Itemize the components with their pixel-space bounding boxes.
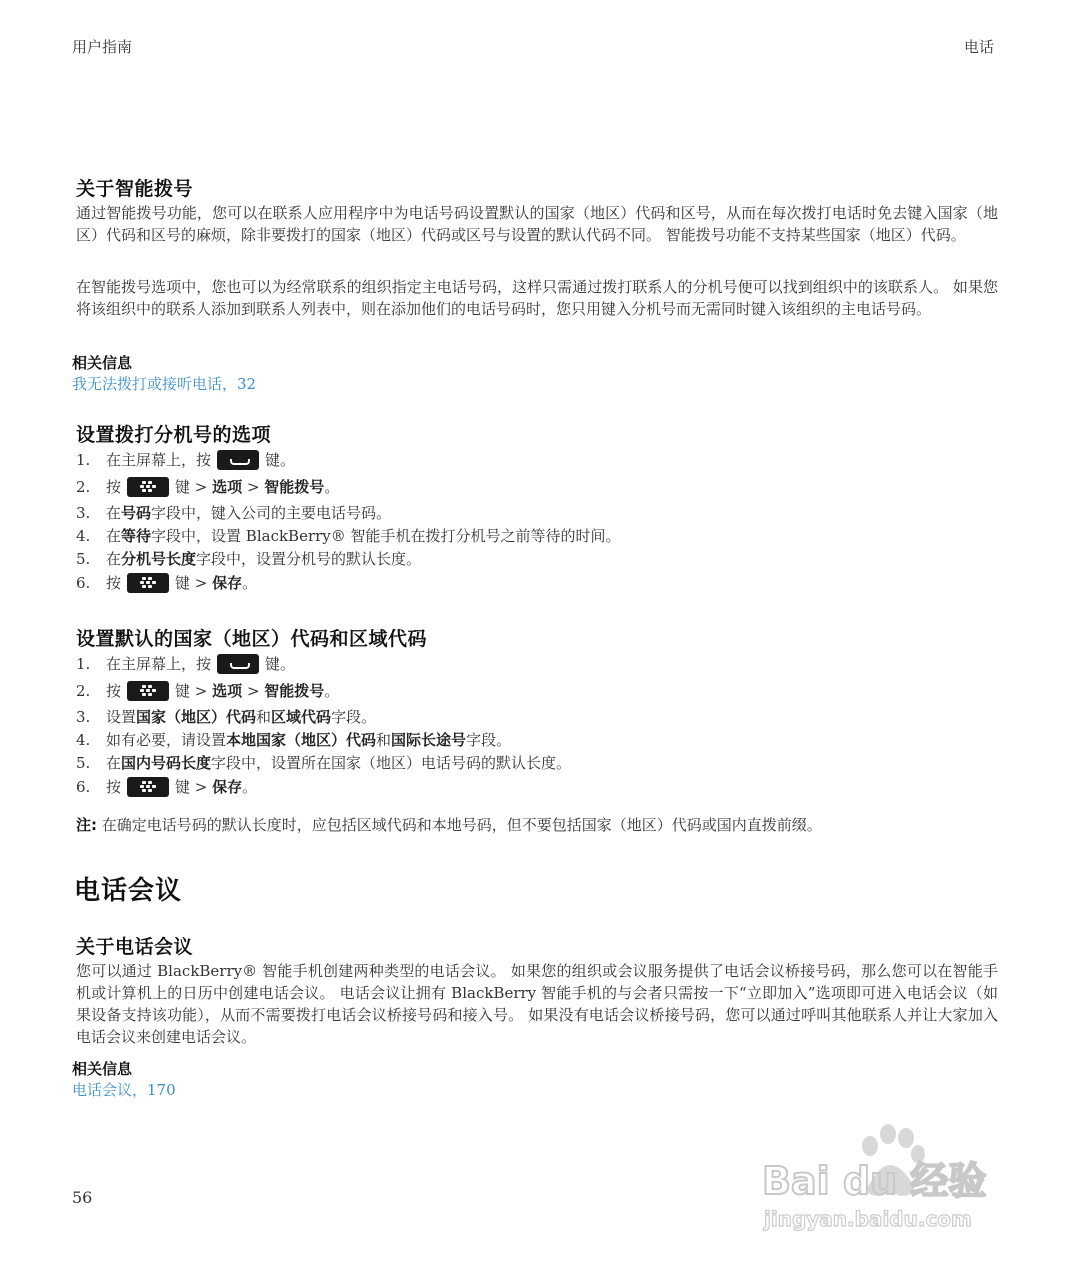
smart-dial-paragraph-1: 通过智能拨号功能，您可以在联系人应用程序中为电话号码设置默认的国家（地区）代码和区号，从而在每次拨打电话时免去键入国家（地区）代码和区号的麻烦，除非要拨打的国家（地区）代码或区号与设置的默认代码不同。 智能拨号功能不支持某些国家（地区）代码。 xyxy=(76,204,998,244)
chapter-title-conference-calls: 电话会议 xyxy=(74,876,183,906)
step-list-item: 5. 在分机号长度字段中，设置分机号的默认长度。 xyxy=(76,550,422,568)
page-number: 56 xyxy=(72,1188,93,1207)
related-link-conference-calls[interactable]: 电话会议，170 xyxy=(72,1081,176,1099)
step-list-item: 2. 按 键 > 选项 > 智能拨号。 xyxy=(76,478,340,496)
section-title-smart-dial: 关于智能拨号 xyxy=(76,178,194,200)
conference-calls-paragraph: 您可以通过 BlackBerry® 智能手机创建两种类型的电话会议。 如果您的组织或会议服务提供了电话会议桥接号码，那么您可以在智能手机或计算机上的日历中创建电话会议。 电话会议让拥有 BlackBerry 智能手机的与会者只需按一下“立即加入”选项即可进入电话会议（如果设备支持该功能），从而不需要拨打电话会议桥接号码和接入号。 如果没有电话会议桥接号码，您可以通过呼叫其他联系人并让大家加入电话会议来创建电话会议。 xyxy=(76,962,998,1046)
related-info-heading: 相关信息 xyxy=(72,1060,133,1078)
step-list-item: 2. 按 键 > 选项 > 智能拨号。 xyxy=(76,682,340,700)
section-title-default-codes: 设置默认的国家（地区）代码和区域代码 xyxy=(76,628,428,650)
step-list-item: 6. 按 键 > 保存。 xyxy=(76,574,258,592)
section-title-about-conference-calls: 关于电话会议 xyxy=(76,936,194,958)
menu-key-icon xyxy=(127,477,169,497)
step-list-item: 3. 在号码字段中，键入公司的主要电话号码。 xyxy=(76,504,392,522)
svg-text:Bai du 经验: Bai du 经验 xyxy=(762,1159,987,1203)
note-label: 注: xyxy=(76,816,97,834)
header-right: 电话 xyxy=(963,38,994,56)
menu-key-icon xyxy=(127,573,169,593)
send-key-icon xyxy=(217,450,259,470)
note xyxy=(76,814,822,835)
step-list-item: 1. 在主屏幕上，按 键。 xyxy=(76,655,296,673)
smart-dial-paragraph-2: 在智能拨号选项中，您也可以为经常联系的组织指定主电话号码，这样只需通过拨打联系人的分机号便可以找到组织中的该联系人。 如果您将该组织中的联系人添加到联系人列表中，则在添加他们的电话号码时，您只用键入分机号而无需同时键入该组织的主电话号码。 xyxy=(76,278,998,318)
related-info-heading: 相关信息 xyxy=(72,354,133,372)
baidu-paw-logo-icon xyxy=(760,1120,1000,1240)
step-list-item: 6. 按 键 > 保存。 xyxy=(76,778,258,796)
related-link-cannot-call[interactable]: 我无法拨打或接听电话，32 xyxy=(72,375,257,393)
note-text: 在确定电话号码的默认长度时，应包括区域代码和本地号码，但不要包括国家（地区）代码或国内直拨前缀。 xyxy=(101,816,822,834)
step-list-item: 1. 在主屏幕上，按 键。 xyxy=(76,451,296,469)
send-key-icon xyxy=(217,654,259,674)
menu-key-icon xyxy=(127,777,169,797)
menu-key-icon xyxy=(127,681,169,701)
section-title-extension-options: 设置拨打分机号的选项 xyxy=(76,424,272,446)
step-list-item: 3. 设置国家（地区）代码和区域代码字段。 xyxy=(76,708,377,726)
step-list-item: 4. 如有必要，请设置本地国家（地区）代码和国际长途号字段。 xyxy=(76,731,512,749)
header-left: 用户指南 xyxy=(72,38,133,56)
step-list-item: 4. 在等待字段中，设置 BlackBerry® 智能手机在拨打分机号之前等待的时间。 xyxy=(76,527,621,545)
svg-text:jingyan.baidu.com: jingyan.baidu.com xyxy=(764,1207,972,1231)
step-list-item: 5. 在国内号码长度字段中，设置所在国家（地区）电话号码的默认长度。 xyxy=(76,754,572,772)
baidu-jingyan-watermark xyxy=(760,1120,1000,1240)
